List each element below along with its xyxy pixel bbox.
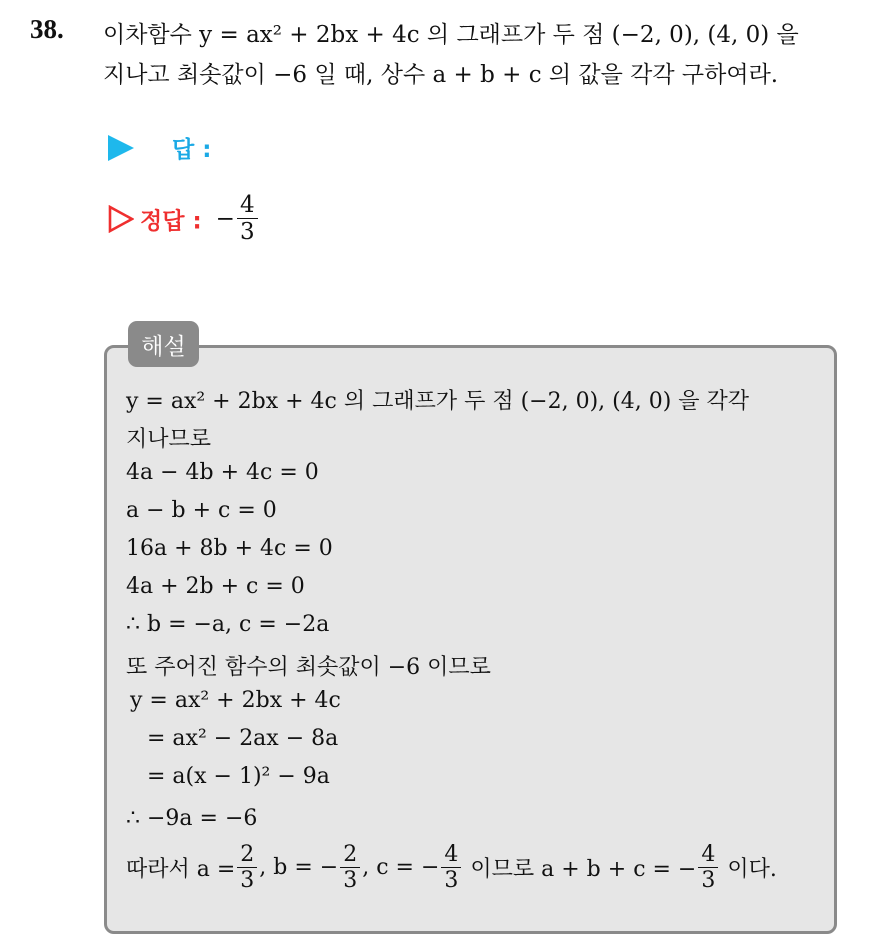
solution-line-11: = a(x − 1)² − 9a — [147, 764, 330, 789]
a-numerator: 2 — [240, 842, 255, 867]
final-prefix: 따라서 a = — [126, 857, 236, 883]
question-line-2: 지나고 최솟값이 −6 일 때, 상수 a + b + c 의 값을 각각 구하여라. — [103, 62, 779, 88]
c-fraction — [441, 842, 461, 894]
a-fraction — [237, 842, 257, 894]
play-triangle-icon — [108, 135, 134, 161]
solution-line-7: ∴ b = −a, c = −2a — [126, 612, 330, 637]
answer-numerator: 4 — [239, 192, 255, 218]
solution-line-4: a − b + c = 0 — [126, 498, 277, 523]
solution-line-2: 지나므로 — [126, 427, 212, 452]
solution-line-1: y = ax² + 2bx + 4c 의 그래프가 두 점 (−2, 0), (4, 0) 을 각각 — [126, 389, 750, 414]
final-suffix: 이다. — [720, 857, 777, 883]
solution-line-8: 또 주어진 함수의 최솟값이 −6 이므로 — [126, 655, 491, 680]
solution-final-line — [126, 842, 777, 894]
answer-fraction — [237, 192, 258, 246]
question-number: 38. — [30, 14, 64, 44]
solution-line-6: 4a + 2b + c = 0 — [126, 574, 305, 599]
correct-answer-label: 정답 : — [140, 208, 202, 235]
correct-answer-row — [108, 192, 260, 246]
solution-line-9: y = ax² + 2bx + 4c — [130, 688, 341, 713]
solution-line-3: 4a − 4b + 4c = 0 — [126, 460, 319, 485]
final-c-text: , c = − — [362, 855, 440, 881]
solution-line-10: = ax² − 2ax − 8a — [147, 726, 339, 751]
question-line-1: 이차함수 y = ax² + 2bx + 4c 의 그래프가 두 점 (−2, 0), (4, 0) 을 — [103, 22, 799, 48]
answer-row — [108, 131, 211, 164]
b-denominator: 3 — [340, 867, 360, 893]
result-numerator: 4 — [701, 842, 716, 867]
b-fraction — [340, 842, 360, 894]
solution-tag: 해설 — [128, 321, 199, 367]
solution-line-5: 16a + 8b + 4c = 0 — [126, 536, 333, 561]
c-denominator: 3 — [441, 867, 461, 893]
final-b-text: , b = − — [259, 855, 339, 881]
outline-triangle-icon — [108, 205, 134, 233]
answer-sign: − — [215, 205, 235, 232]
final-mid-text: 이므로 a + b + c = − — [463, 857, 697, 883]
a-denominator: 3 — [237, 867, 257, 893]
c-numerator: 4 — [444, 842, 459, 867]
result-denominator: 3 — [698, 867, 718, 893]
result-fraction — [698, 842, 718, 894]
b-numerator: 2 — [343, 842, 358, 867]
answer-label: 답 : — [172, 137, 212, 163]
solution-line-12: ∴ −9a = −6 — [126, 806, 258, 831]
answer-denominator: 3 — [237, 218, 258, 245]
